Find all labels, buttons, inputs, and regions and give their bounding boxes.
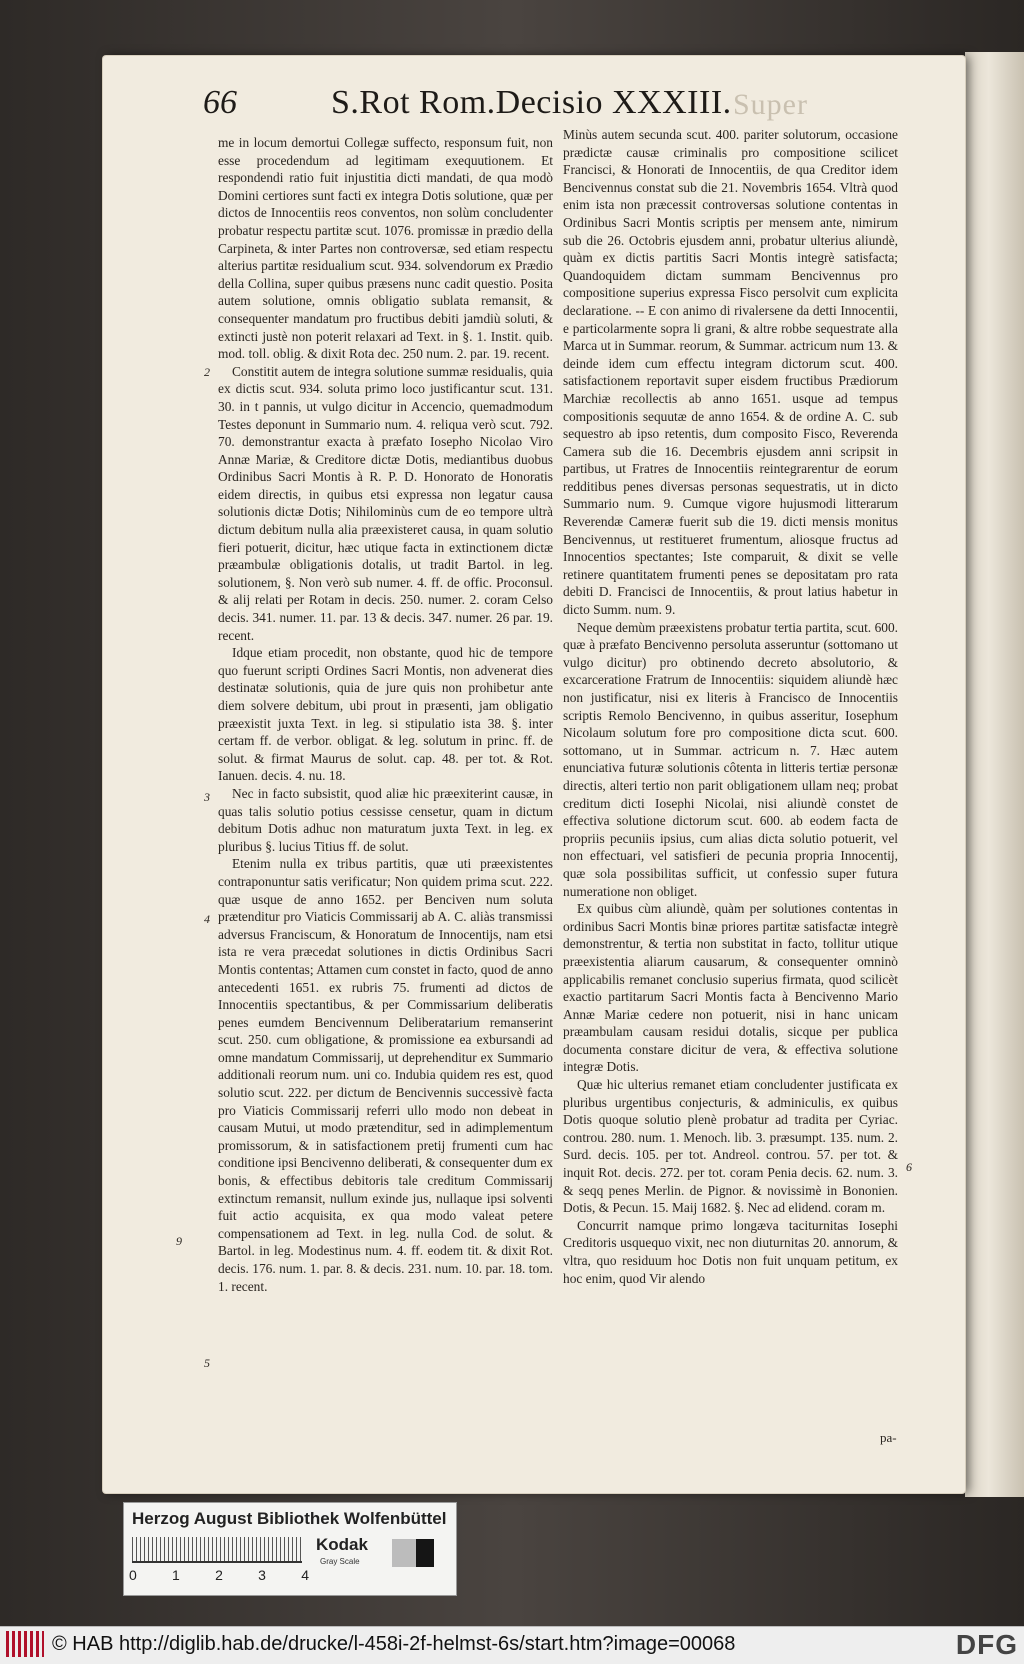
ruler-baseline: [132, 1561, 302, 1563]
margin-number: 5: [204, 1356, 210, 1370]
ruler-number: 3: [258, 1567, 266, 1583]
source-url[interactable]: © HAB http://diglib.hab.de/drucke/l-458i-2f-helmst-6s/start.htm?image=00068: [52, 1633, 736, 1655]
paragraph: Quæ hic ulterius remanet etiam concludenter justificata ex pluribus urgentibus conjecturis, & adminiculis, ex quibus Dotis quoque solutio plenè probatur ad tradita per Cyriac. controu. 280. num. 1. Menoch. lib. 3. præsumpt. 135. num. 2. Surd. decis. 105. per tot. Andreol. controu. 57. per tot. & inquit Rot. decis. 272. per tot. coram Penia decis. 62. num. 3. & seqq penes Merlin. de Pignor. & novissimè in Bononien. Dotis, & Pecun. 15. Maij 1682. §. Nec ad elidend. coram m.: [563, 1077, 898, 1216]
gray-scale-label: Gray Scale: [320, 1557, 360, 1566]
paragraph: Idque etiam procedit, non obstante, quod hic de tempore quo fuerunt scripti Ordines Sacri Montis, non advenerat dies destinatæ solutionis, quia de jure quis non prohibetur ante diem solvere debitum, ubi prout in præsenti, jam obligatio præexistit juxta Text. in leg. si stipulatio ista 38. §. inter certam ff. de verbor. obligat. & leg. solutum in princ. ff. de solut. & firmat Maurus de solut. cap. 48. per tot. & Rot. Ianuen. decis. 4. nu. 18.: [218, 645, 553, 784]
left-column: [218, 134, 553, 1295]
paragraph: Etenim nulla ex tribus partitis, quæ uti præexistentes contraponuntur satis verificatur; Non quidem prima scut. 222. quæ usque de anno 1652. per Benciven num soluta prætenditur pro Viaticis Commissarij ab A. C. aliàs transmissi adversus Franciscum, & Honoratum de Innocentijs, nam etsi ista re vera præcedat solutiones in dictis Ordinibus Sacri Montis contentas; Attamen cum constet in facto, quod de anno antecedenti 1651. ex rubris 75. frumenti ad dictos de Innocentiis spectantibus, & per Commissarium deliberatis penes eumdem Bencivennum Deliberatarium remanserint scut. 250. cum obligatione, & promissione ea exbursandi ad omne mandatum Commissarij, ut deprehenditur ex Summario additionali reorum num. uni co. Indubia quidem res est, quod solutio scut. 222. per dictum de Bencivennis successivè facta pro Viaticis Commissarij referri ullo modo non debeat in causam Mutui, ut modo prætenditur, sed in adimplementum promissorum, & in satisfactionem pretij frumenti cum hac conditione ipsi Bencivenno deliberati, & consequenter dum ex bonis, & effectibus debitoris tale creditum Commissarij extinctum remansit, nullum exinde jus, nullaque ipsi solventi fuit actio acquisita, ex qua modo valeat petere compensationem ad Text. in leg. nulla Cod. de solut. & Bartol. in leg. Modestinus num. 4. ff. eodem tit. & dixit Rot. decis. 176. num. 1. par. 8. & decis. 231. num. 10. par. 18. tom. 1. recent.: [218, 856, 553, 1294]
gray-swatch: [392, 1539, 416, 1567]
scale-ruler: [132, 1537, 302, 1563]
ruler-number: 1: [172, 1567, 180, 1583]
ruler-number: 2: [215, 1567, 223, 1583]
dfg-logo: DFG: [955, 1629, 1018, 1660]
facing-page-edge: [965, 52, 1024, 1497]
catchword: pa-: [880, 1430, 897, 1445]
margin-number: 4: [204, 912, 210, 926]
paragraph: Nec in facto subsistit, quod aliæ hic præexiterint causæ, in quas talis solutio potius cessisse censetur, quam in dictum debitum Dotis adhuc non maturatum juxta Text. in leg. ex pluribus §. lucius Titius ff. de solut.: [218, 785, 553, 854]
margin-number: 9: [176, 1234, 182, 1248]
black-swatch: [416, 1539, 434, 1567]
running-title: S.Rot Rom.Decisio XXXIII.: [331, 84, 732, 121]
margin-number: 6: [906, 1160, 912, 1174]
bleed-through-text: Super: [733, 88, 808, 121]
paragraph: Concurrit namque primo longæva taciturnitas Iosephi Creditoris usquequo vixit, nec non diuturnitas 20. annorum, & vltra, quo residuum hoc Dotis non fuit unquam petitum, ex hoc enim, quod Vir alendo: [563, 1217, 898, 1286]
paragraph: Neque demùm præexistens probatur tertia partita, scut. 600. quæ à præfato Bencivenno persoluta asseruntur (sottomano ut vulgo dicitur) pro obtinendo decreto absolutorio, & excarceratione Fratrum de Innocentiis: siquidem aliundè hæc non justificatur, nisi ex literis à Francisco de Innocentiis scriptis Remolo Bencivenno, in quibus asseritur, Iosephum Nicolaum solutum fore pro compositione dicta scut. 600. sottomano, ut in Summar. actricum n. 7. Hæc autem enunciativa futuræ solutionis côtenta in litteris tertiæ personæ directis, alteri tertio non parit obligationem ullam neq; probat creditum dicti Iosephi Nicolai, nisi aliundè constet de effectiva solutione dictorum scut. 600. ab eodem facta de propriis pecuniis ipsius, cum alias dicta solutio potuerit, vel non effectuari, vel satisfieri de pecunia propria Innocentij, quæ sola possibilitas sufficit, ut confessio super futura numeratione non obliget.: [563, 619, 898, 899]
ruler-number: 0: [129, 1567, 137, 1583]
ruler-number: 4: [301, 1567, 309, 1583]
library-label: Herzog August Bibliothek Wolfenbüttel: [132, 1509, 447, 1528]
paragraph: me in locum demortui Collegæ suffecto, responsum fuit, non esse procedendum ad legitimam exequutionem. Et respondendi ratio fuit injustitia dicti mandati, de qua modò Domini certiores sunt facti ex integra Dotis solutione, quæ per dictos de Innocentiis reos conventos, non solùm concludenter probatur respectu partitæ scut. 1076. promissæ in prædio della Carpineta, & inter Partes non controversæ, sed etiam respectu alterius partitæ residualium scut. 934. solvendorum ex Prædio della Collina, super quibus præsens nunc cadit questio. Posita autem solutione, omnis obligatio sublata remansit, & consequenter mandatum pro fructibus debiti jamdiù soluti, & extincti justè non poterit relaxari ad Text. in §. 1. Instit. quib. mod. toll. oblig. & dixit Rota dec. 250 num. 2. par. 19. recent.: [218, 135, 553, 362]
page-number: 66: [203, 84, 237, 121]
paragraph: Ex quibus cùm aliundè, quàm per solutiones contentas in ordinibus Sacri Montis binæ priores partitæ satisfactæ integrè demonstrentur, & tertia non substitat in facto, tollitur utique præexistentia aliarum causarum, & consequenter omninò applicabilis remanet conclusio superius firmata, quod scilicèt exactio partitarum Sacri Montis facta à Bencivenno Mario Annæ Mariæ cedere non potuerit, nisi in hanc unicam præambulam causam residui dotalis, sicque per publica documenta constare dicitur de vera, & effectiva solutione integræ Dotis.: [563, 901, 898, 1075]
footer-bar: [0, 1626, 1024, 1664]
kodak-logo: Kodak: [316, 1535, 368, 1554]
paragraph: Minùs autem secunda scut. 400. pariter solutorum, occasione prædictæ causæ criminalis pro compositione scilicet Francisci, & Honorati de Innocentiis, de qua Creditor idem Bencivennus constat sub die 21. Novembris 1654. Vltrà quod enim ista non præcessit controversas solutione contentas in Ordinibus Sacri Montis scriptis per mensem ante, nimirum sub die 26. Octobris ejusdem anni, probatur ulterius aliundè, quàm ex dictis partitis Sacri Montis integrè satisfacta; Quandoquidem dictam summam Bencivennus pro compositione superius expressa Fisco persolvit cum explicita declaratione. -- E con animo di rivalersene da detti Innocentii, e particolarmente sopra li grani, & altre robbe sequestrate alla Marca ut in Summar. reorum, & Summar. actricum num 13. & deinde idem cum effectu integram dictorum scut. 400. satisfactionem reportavit super eisdem fructibus Prædiorum Marchiæ recollectis ab anno 1651. usque ad tempus compositionis sequutæ de anno 1654. & de ordine A. C. sub sequestro ab ipso retentis, dum composito Fisco, Reverenda Camera sub die 16. Decembris ejusdem anni scripsit in partibus, ut Fratres de Innocentiis reintegrarentur de eorum redditibus penes diversas personas sequestratis, ut in dicto Summario num. 9. Cumque vigore hujusmodi litterarum Reverendæ Cameræ fuerit sub die 19. dicti mensis monitus Bencivennus, ut restitueret frumentum, aliosque fructus ad Innocentios spectantes; Iste comparuit, & dixit se velle retinere quantitatem frumenti penes se depositatam pro rata debiti D. Francisci de Innocentiis, & prout latius habetur in dicto Summ. num. 9.: [563, 127, 898, 618]
margin-number: 2: [204, 365, 210, 379]
right-column: [563, 126, 898, 1287]
ruler-numbers: [129, 1567, 309, 1583]
paragraph: Constitit autem de integra solutione summæ residualis, quia ex dictis scut. 934. soluta primo loco justificantur scut. 131. 30. in t pannis, ut vulgo dicitur in Accencio, quemadmodum Testes deponunt in Summario num. 4. reliqua verò scut. 792. 70. demonstrantur exacta à præfato Iosepho Nicolao Viro Annæ Mariæ, & Creditore dictæ Dotis, mediantibus duobus Ordinibus Sacri Montis à R. P. D. Honorato de Honoratis eidem directis, in quibus etsi expressa non legatur causa solutionis dictæ Dotis; Nihilominùs cum de eo tempore ultrà dictum debitum nulla alia præexisteret causa, in quam solutio fieri potuerit, dicitur, hæc utique facta in extinctionem dictæ præambulæ obligationis dotalis, ut tradit Bartol. in leg. solutionem, §. Non verò sub numer. 4. ff. de offic. Proconsul. & alij relati per Rotam in decis. 250. numer. 2. coram Celso decis. 341. numer. 11. par. 13 & decis. 347. numer. 26 par. 19. recent.: [218, 363, 553, 643]
color-target-card: [123, 1502, 457, 1596]
margin-number: 3: [204, 790, 210, 804]
page-header: [203, 84, 732, 130]
barcode-icon: [6, 1631, 44, 1657]
